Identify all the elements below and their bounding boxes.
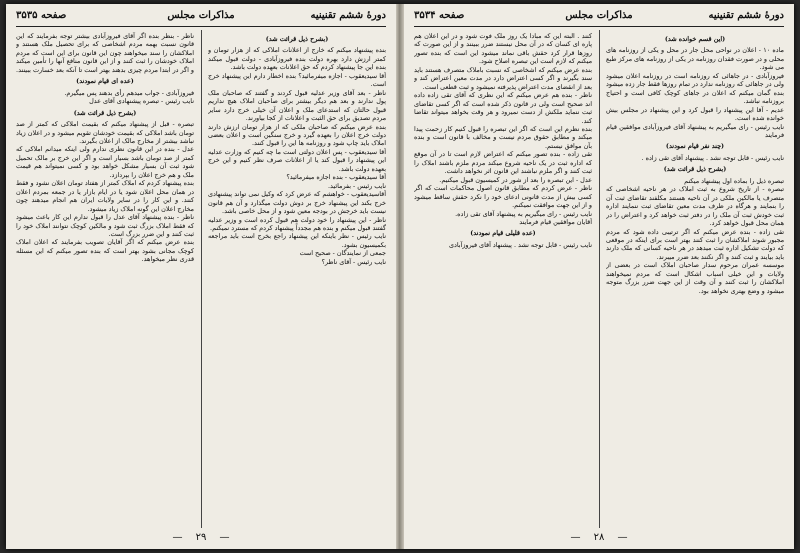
- page-folio: — ۲۹ —: [172, 532, 230, 543]
- paragraph: موسسه عمران مرحوم سدار صاحبان املاک است در بعضی از ولایات و این خیلی اسباب اشکال است که مردم نمیخواهند املاکشان را ثبت کنند و آن وقت از این جهت ضرر بزرگ متوجه میشود و وضع بهتری نخواهد بود.: [606, 261, 784, 295]
- paragraph: جمعی از نمایندگان - صحیح است: [299, 249, 386, 258]
- paragraph: نایب رئیس - تبصره پیشنهادی آقای عدل: [89, 97, 194, 106]
- stage-direction: (چند نفر قیام نمودند): [665, 142, 725, 151]
- paragraph: تقی زاده - بنده عرض میکنم که اگر ترتیبی داده شود که مردم مجبور شوند املاکشان را ثبت کنند بهتر است برای اینکه در موقعی که دولت تشکیل اداره ثبت میدهد در هر ناحیه کسانی که ملک دارند باید بیایند و ثبت کنند و اگر نکنند بعد ضرر میبرند.: [606, 227, 784, 261]
- paragraph: عدل - این تبصره را بعد از شور در کمیسیون قبول میکنیم.: [439, 175, 592, 184]
- paragraph: ناظر - بنده هم عرض میکنم که این نظری که آقای تقی زاده داده اند صحیح است ولی در قانون ذکر شده است که اگر کسی تقاضای ثبت ننماید ملکش از دست نمیرود و هر وقت بخواهد میتواند تقاضا کند.: [414, 91, 592, 125]
- paragraph: نایب رئیس - نظر باینکه این پیشنهاد راجع بخرج است باید مراجعه بکمیسیون بشود.: [208, 232, 386, 249]
- header-page-number: صفحه ۳۵۳۴: [414, 10, 465, 21]
- paragraph: تقی زاده - بنده تصور میکنم که اعتراض لازم است تا در آن موقع که اداره ثبت در یک ناحیه شروع میکند مردم ملزم باشند املاک را ثبت کنند و اگر ملزم نباشند این قانون اثر نخواهد داشت.: [414, 150, 592, 176]
- stage-direction: (این قسم خوانده شد): [664, 35, 726, 43]
- header-rule: [414, 26, 784, 27]
- text-column-left: [414, 32, 592, 524]
- header-volume: دورهٔ ششم تقنینیه: [310, 10, 386, 21]
- paragraph: آقایان موافقین قیام فرمایند: [519, 217, 592, 226]
- text-column-left: [16, 32, 194, 524]
- page-header: [16, 10, 386, 26]
- text-column-right: [208, 32, 386, 524]
- header-volume: دورهٔ ششم تقنینیه: [708, 10, 784, 21]
- paragraph: آقاسیدیعقوب - خواهشم که عرض کرد که وکیل نمی تواند پیشنهادی خرج بکند این پیشنهاد خرج بر دوش دولت میگذارد و آن هم قانون نیست باید خرجش در بودجه معین شود و از محل خاصی باشد.: [208, 190, 386, 216]
- paragraph: نایب رئیس - آقای ناظر؟: [321, 257, 386, 266]
- stage-direction: (عده ای قیام نمودند): [76, 77, 134, 86]
- stage-direction: (بشرح ذیل قرائت شد): [663, 165, 727, 174]
- book-spread: [6, 4, 794, 549]
- paragraph: ماده ۱۰ - اعلان در نواحی محل جار در محل و یکی از روزنامه های محلی و در صورت فقدان روزنامه در یکی از روزنامه های مرکز طبع می شود.: [606, 46, 784, 72]
- paragraph: آقا سیدیعقوب - بنده اجازه میفرمائید؟: [286, 173, 386, 182]
- paragraph: تبصره - قبل از پیشنهاد میکنم که بقیمت املاکی که کمتر از صد تومان باشد املاکی که بقیمت خودشان تقویم میشود و در اعلان زیاد نباشد بیشتر از مخارج مالک از اعلان بگیرند.: [16, 120, 194, 145]
- header-page-number: صفحه ۳۵۳۵: [16, 10, 67, 21]
- text-column-right: [606, 32, 784, 524]
- stage-direction: (عده قلیلی قیام نمودند): [470, 229, 536, 238]
- paragraph: بنده عرض میکنم که اگر آقایان تصویب بفرمایند که اعلان املاک کوچک مجانی بشود بهتر است که بنده تصور میکنم که این مسئله قدری نظر میخواهد.: [16, 238, 194, 264]
- header-title: مذاکرات مجلس: [167, 10, 235, 21]
- paragraph: فیروزآبادی - در جاهائی که روزنامه است در روزنامه اعلان میشود ولی در جاهائی که روزنامه ندارد در تمام روزها فقط جار زده میشود بنده گمان میکنم که اعلان در جاهای کوچک کافی است و احتیاج بروزنامه نباشد.: [606, 71, 784, 106]
- paragraph: عدل - بنده در این قانون نظری ندارم ولی اینکه میدانم املاکی که کمتر از صد تومان باشد بسیار است و اگر این خرج بر مالک تحمیل شود ثبت آن بسیار مشکل خواهد بود و کسی نمیتواند هم قیمت ملک و هم خرج اعلان را بپردازد.: [16, 145, 194, 179]
- header-rule: [16, 26, 386, 27]
- paragraph: بنده پیشنهاد میکنم که خارج از اعلانات املاکی که از هزار تومان و کمتر ارزش دارد بهره دولت بنده فیروزآبادی - دولت قبول میکند بنده این جا پیشنهاد کردم که حق اعلانات بعهده دولت باشد.: [208, 46, 386, 72]
- right-page: [404, 4, 794, 549]
- stage-direction: (بشرح ذیل قرائت شد): [73, 108, 137, 117]
- paragraph: ناظر - بنظر بنده اگر آقای فیروزآبادی بیشتر توجه بفرمایند که این قانون نسبت بهمه مردم اشخاصی که برای تحصیل ملک هستند و املاکشان را سند میخواهند چون این قانون برای این است که مردم املاک خودشان را ثبت کنند و از این قانون منافع آنها را تأمین میکند و اگر در ابتدا مردم چیزی بدهند بهتر است تا آنکه بعد خسارت ببینند.: [16, 32, 194, 74]
- paragraph: بنده عرض میکنم که اشخاصی که نسبت باملاک متصرف هستند باید سند بگیرند و اگر کسی اعتراض دارد در مدت معین اعتراض کند و بعد از انقضای مدت اعتراض پذیرفته نمیشود و ثبت قطعی است.: [414, 65, 592, 91]
- left-page: [6, 4, 396, 549]
- paragraph: ناظر - این پیشنهاد را خود دولت هم قبول کرده است و وزیر عدلیه گفتند قبول میکنم و بنده هم مجدداً پیشنهاد کردم که مسترد نمیکنم.: [208, 215, 386, 232]
- paragraph: نایب رئیس - بفرمائید.: [328, 181, 386, 190]
- paragraph: نایب رئیس - رای میگیریم به پیشنهاد آقای فیروزآبادی موافقین قیام فرمایند: [606, 122, 784, 139]
- header-title: مذاکرات مجلس: [565, 10, 633, 21]
- book-gutter: [396, 4, 404, 549]
- page-folio: — ۲۸ —: [570, 532, 628, 543]
- paragraph: نایب رئیس - رای میگیریم به پیشنهاد آقای تقی زاده.: [455, 209, 592, 218]
- paragraph: ناظر - بنده پیشنهاد آقای عدل را قبول ندارم این کار باعث میشود که فقط املاک بزرگ ثبت شود و مالکین کوچک نتوانند املاک خود را ثبت کنند و این ضرر بزرگ است.: [16, 213, 194, 238]
- paragraph: بنده نظرم این است که اگر این تبصره را قبول کنیم کار زحمت پیدا میکند و مطابق حقوق مردم نیست و مخالف با قانون است و بنده بآن موافق نیستم.: [414, 124, 592, 150]
- column-divider: [599, 30, 600, 528]
- column-divider: [201, 30, 202, 528]
- page-header: [414, 10, 784, 26]
- paragraph: بنده پیشنهاد کردم که املاک کمتر از هفتاد تومان اعلان نشود و فقط در همان محل اعلان شود یا در ایام بازار یا در جمعه بمردم اعلان کنند. و این کار را در سایر ولایات ایران هم انجام میدهند چون مخارج اعلان این گونه املاک زیاد میشود.: [16, 179, 194, 213]
- paragraph: تبصره - از تاریخ شروع به ثبت املاک در هر ناحیه اشخاصی که متصرف یا مالکین ملکی در آن ناحیه هستند مکلفند تقاضای ثبت آن را بنمایند و هرگاه در ظرف مدت معین تقاضای ثبت ننمایند اداره ثبت خودش ثبت آن ملک را در دفتر ثبت خواهد کرد و اعتراض را در همان محل قبول خواهد کرد.: [606, 185, 784, 228]
- paragraph: ناظر - عرض کردم که مطابق قانون اصول محاکمات است که اگر کسی بیش از مدت قانونی ادعای خود را نکرد حقش ساقط میشود و از این جهت موافقت نمیکنم.: [414, 184, 592, 210]
- paragraph: تبصره ذیل را بماده اول پیشنهاد میکنم: [684, 176, 784, 185]
- paragraph: ناظر - بعد آقای وزیر عدلیه قبول کردند و گفتند که صاحبان ملک پول ندارند و بعد هم دیگر بیشتر برای صاحبان املاک هیچ نداریم قبول حالتان که استدعای ملک و اعلان آن خیلی خرج دارد سایر مردم تصدیق برای حق الثبت و اعلانات از کجا بیاورند.: [208, 88, 386, 123]
- paragraph: فیروزآبادی - جواب میدهم رأی بدهند پس میگیرم.: [64, 88, 194, 97]
- stage-direction: (بشرح ذیل قرائت شد): [265, 35, 329, 43]
- paragraph: عدیم - آقا این پیشنهاد را قبول کرد و این پیشنهاد در مجلس بیش خوانده شده است.: [606, 105, 784, 123]
- paragraph: کنند . البته این که مبادا یک روز ملک فوت شود و در این اعلان هم پاره ای کسان که در آن محل نیستند ضرر ببینند و از این صورت که روزها قرار کرد حقش باقی نماند میشود این است که بنده تصور میکنم که لازم است این تبصره اصلاح شود.: [414, 32, 592, 66]
- paragraph: آقا سیدیعقوب - اجازه میفرمائید؟ بنده اخطار دارم این پیشنهاد خرج است.: [208, 71, 386, 89]
- paragraph: آقا سیدیعقوب - پس اعلان دولتی است ما چه کنیم که وزارت عدلیه این پیشنهاد را قبول کند یا از اعلانات صرف نظر کنیم و این خرج بعهده دولت باشد.: [208, 147, 386, 173]
- paragraph: بنده عرض میکنم که صاحبان ملکی که از هزار تومان ارزش دارند دولت خرج اعلان را بعهده گیرد و خرج سنگین است و اعلان بعضی املاک باید چاپ شود و روزنامه ها این را قبول کنند.: [208, 122, 386, 148]
- paragraph: نایب رئیس - قابل توجه نشد . پیشنهاد آقای فیروزآبادی: [449, 240, 592, 249]
- paragraph: نایب رئیس - قابل توجه نشد . پیشنهاد آقای تقی زاده .: [641, 153, 784, 162]
